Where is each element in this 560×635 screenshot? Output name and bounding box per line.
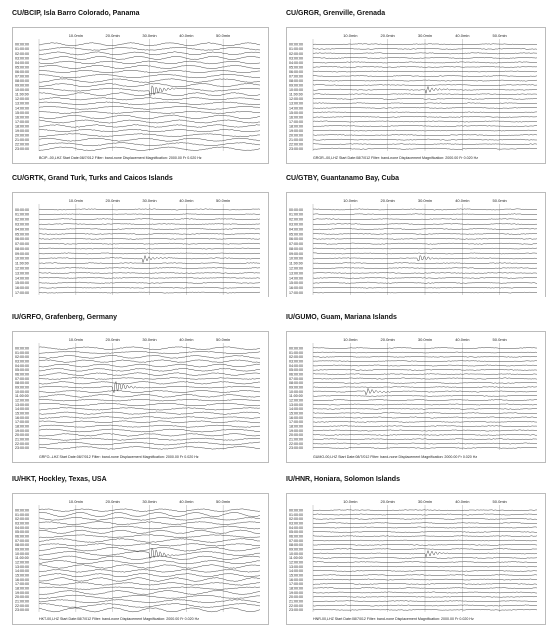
minute-tick-label: 40.0min [179, 198, 194, 203]
hour-label: 01:00:00 [15, 212, 29, 217]
hour-label: 22:00:00 [15, 441, 29, 446]
hour-label: 20:00:00 [289, 595, 303, 600]
hour-label: 08:00:00 [15, 381, 29, 386]
minute-tick-label: 50.0min [216, 198, 231, 203]
hour-label: 05:00:00 [289, 232, 303, 237]
seismogram-plot [13, 494, 268, 624]
seismogram-frame [12, 493, 269, 625]
panel-title: CU/GRTK, Grand Turk, Turks and Caicos Islands [12, 175, 173, 182]
hour-label: 02:00:00 [289, 517, 303, 522]
hour-label: 01:00:00 [289, 350, 303, 355]
minute-tick-label: 30.0min [142, 198, 157, 203]
hour-label: 22:00:00 [15, 142, 29, 147]
minute-tick-label: 40.0min [179, 499, 194, 504]
minute-tick-label: 20.0min [380, 499, 395, 504]
hour-label: 02:00:00 [289, 217, 303, 222]
hour-label: 04:00:00 [15, 227, 29, 232]
hour-label: 02:00:00 [15, 355, 29, 360]
panel-title: IU/HKT, Hockley, Texas, USA [12, 476, 107, 483]
hour-label: 01:00:00 [289, 47, 303, 52]
hour-label: 12:00:00 [15, 266, 29, 271]
seismogram-frame [286, 493, 546, 625]
hour-label: 08:00:00 [289, 381, 303, 386]
hour-label: 10:00:00 [289, 389, 303, 394]
hour-label: 15:00:00 [289, 573, 303, 578]
hour-label: 16:00:00 [289, 415, 303, 420]
hour-label: 16:00:00 [289, 577, 303, 582]
minute-tick-label: 20.0min [380, 337, 395, 342]
hour-label: 18:00:00 [289, 124, 303, 129]
hour-label: 00:00:00 [15, 42, 29, 47]
hour-label: 00:00:00 [15, 508, 29, 513]
hour-label: 00:00:00 [289, 346, 303, 351]
hour-label: 09:00:00 [15, 385, 29, 390]
hour-label: 03:00:00 [15, 222, 29, 227]
hour-label: 10:00:00 [289, 256, 303, 261]
hour-label: 04:00:00 [15, 525, 29, 530]
hour-label: 22:00:00 [289, 603, 303, 608]
hour-label: 06:00:00 [289, 69, 303, 74]
hour-label: 07:00:00 [289, 242, 303, 247]
hour-label: 11:00:00 [15, 394, 29, 399]
hour-label: 09:00:00 [15, 547, 29, 552]
minute-tick-label: 30.0min [417, 499, 433, 504]
hour-label: 21:00:00 [289, 437, 303, 442]
hour-label: 14:00:00 [15, 276, 29, 281]
hour-label: 02:00:00 [15, 517, 29, 522]
minute-tick-label: 20.0min [105, 499, 120, 504]
hour-label: 13:00:00 [15, 101, 29, 106]
plot-footer: GUMO-00,LHZ Start Date:08/7/012 Filter: band-none Displacement Magnification: 2000.00 Fr 0.020 Hz [313, 455, 478, 459]
hour-label: 13:00:00 [15, 564, 29, 569]
hour-label: 07:00:00 [15, 242, 29, 247]
hour-label: 09:00:00 [289, 547, 303, 552]
hour-label: 12:00:00 [289, 97, 303, 102]
hour-label: 23:00:00 [289, 147, 303, 152]
minute-tick-label: 20.0min [105, 198, 120, 203]
hour-label: 04:00:00 [15, 363, 29, 368]
hour-label: 16:00:00 [15, 286, 29, 291]
hour-label: 18:00:00 [289, 586, 303, 591]
hour-label: 14:00:00 [15, 407, 29, 412]
minute-tick-label: 40.0min [179, 33, 194, 38]
plot-footer: GRGR--00,LHZ Start Date:08/7/012 Filter: band-none Displacement Magnification: 2000.00 Fr 0.020 Hz [313, 156, 478, 160]
hour-label: 20:00:00 [15, 133, 29, 138]
hour-label: 10:00:00 [15, 256, 29, 261]
hour-label: 13:00:00 [289, 402, 303, 407]
hour-label: 20:00:00 [289, 433, 303, 438]
hour-label: 19:00:00 [15, 128, 29, 133]
hour-label: 11:00:00 [289, 556, 303, 561]
hour-label: 05:00:00 [289, 530, 303, 535]
hour-label: 22:00:00 [289, 441, 303, 446]
panel-title: CU/BCIP, Isla Barro Colorado, Panama [12, 10, 140, 17]
minute-tick-label: 10.0min [68, 337, 83, 342]
seismogram-frame [12, 192, 269, 297]
hour-label: 05:00:00 [15, 368, 29, 373]
seismogram-frame [286, 192, 546, 297]
hour-label: 22:00:00 [15, 603, 29, 608]
hour-label: 02:00:00 [15, 51, 29, 56]
hour-label: 15:00:00 [15, 110, 29, 115]
minute-tick-label: 20.0min [105, 33, 120, 38]
hour-label: 04:00:00 [289, 60, 303, 65]
hour-label: 18:00:00 [15, 124, 29, 129]
minute-tick-label: 20.0min [380, 198, 395, 203]
hour-label: 09:00:00 [15, 83, 29, 88]
hour-label: 16:00:00 [15, 577, 29, 582]
hour-label: 10:00:00 [15, 551, 29, 556]
hour-label: 07:00:00 [289, 74, 303, 79]
seismogram-plot [13, 28, 268, 163]
hour-label: 04:00:00 [15, 60, 29, 65]
hour-label: 09:00:00 [15, 251, 29, 256]
hour-label: 09:00:00 [289, 385, 303, 390]
hour-label: 19:00:00 [289, 128, 303, 133]
minute-tick-label: 10.0min [68, 33, 83, 38]
hour-label: 11:00:00 [15, 261, 29, 266]
hour-label: 15:00:00 [289, 411, 303, 416]
hour-label: 05:00:00 [289, 368, 303, 373]
minute-tick-label: 50.0min [216, 33, 231, 38]
minute-tick-label: 50.0min [492, 198, 507, 203]
panel-title: CU/GRGR, Grenville, Grenada [286, 10, 386, 17]
hour-label: 01:00:00 [15, 350, 29, 355]
hour-label: 18:00:00 [289, 424, 303, 429]
minute-tick-label: 10.0min [343, 33, 358, 38]
hour-label: 03:00:00 [15, 521, 29, 526]
minute-tick-label: 10.0min [68, 499, 83, 504]
hour-label: 13:00:00 [15, 402, 29, 407]
minute-tick-label: 10.0min [343, 198, 358, 203]
hour-label: 15:00:00 [15, 573, 29, 578]
plot-footer: GRFO--LHZ Start Date:08/7/012 Filter: band-none Displacement Magnification: 2000.00 Fr 0.020 Hz [39, 455, 199, 459]
hour-label: 12:00:00 [289, 398, 303, 403]
panel-title: IU/GUMO, Guam, Mariana Islands [286, 314, 397, 321]
seismogram-plot [287, 494, 545, 624]
hour-label: 16:00:00 [289, 286, 303, 291]
hour-label: 00:00:00 [15, 346, 29, 351]
minute-tick-label: 10.0min [343, 499, 358, 504]
hour-label: 07:00:00 [289, 376, 303, 381]
hour-label: 21:00:00 [289, 599, 303, 604]
hour-label: 06:00:00 [289, 534, 303, 539]
hour-label: 20:00:00 [15, 595, 29, 600]
hour-label: 14:00:00 [289, 106, 303, 111]
hour-label: 10:00:00 [289, 551, 303, 556]
hour-label: 04:00:00 [289, 227, 303, 232]
hour-label: 15:00:00 [15, 411, 29, 416]
hour-label: 11:00:00 [289, 92, 303, 97]
hour-label: 06:00:00 [289, 237, 303, 242]
hour-label: 13:00:00 [289, 101, 303, 106]
hour-label: 16:00:00 [15, 115, 29, 120]
hour-label: 15:00:00 [15, 281, 29, 286]
hour-label: 14:00:00 [289, 569, 303, 574]
hour-label: 03:00:00 [15, 56, 29, 61]
hour-label: 11:00:00 [15, 92, 29, 97]
hour-label: 13:00:00 [289, 271, 303, 276]
plot-footer: BCIP--00,LHZ Start Date:08/7/012 Filter: band-none Displacement Magnification: 2000.00 Fr 0.020 Hz [39, 156, 202, 160]
hour-label: 11:00:00 [289, 394, 303, 399]
hour-label: 17:00:00 [15, 582, 29, 587]
hour-label: 03:00:00 [289, 359, 303, 364]
minute-tick-label: 50.0min [216, 337, 231, 342]
hour-label: 19:00:00 [15, 428, 29, 433]
seismogram-frame [12, 27, 269, 164]
hour-label: 08:00:00 [15, 79, 29, 84]
minute-tick-label: 20.0min [380, 33, 395, 38]
hour-label: 17:00:00 [15, 290, 29, 295]
hour-label: 17:00:00 [289, 582, 303, 587]
hour-label: 08:00:00 [15, 543, 29, 548]
hour-label: 02:00:00 [289, 51, 303, 56]
hour-label: 16:00:00 [15, 415, 29, 420]
hour-label: 21:00:00 [15, 599, 29, 604]
hour-label: 10:00:00 [15, 389, 29, 394]
panel-title: IU/HNR, Honiara, Solomon Islands [286, 476, 400, 483]
minute-tick-label: 30.0min [142, 337, 157, 342]
plot-footer: HNR-00,LHZ Start Date:08/7/012 Filter: band-none Displacement Magnification: 2000.00 Fr 0.020 Hz [313, 617, 474, 621]
minute-tick-label: 40.0min [455, 198, 470, 203]
minute-tick-label: 40.0min [179, 337, 194, 342]
hour-label: 00:00:00 [289, 42, 303, 47]
hour-label: 20:00:00 [289, 133, 303, 138]
hour-label: 01:00:00 [289, 212, 303, 217]
minute-tick-label: 10.0min [343, 337, 358, 342]
hour-label: 03:00:00 [289, 521, 303, 526]
hour-label: 17:00:00 [15, 420, 29, 425]
hour-label: 23:00:00 [289, 608, 303, 613]
hour-label: 08:00:00 [15, 246, 29, 251]
hour-label: 18:00:00 [15, 586, 29, 591]
minute-tick-label: 40.0min [455, 33, 470, 38]
hour-label: 10:00:00 [289, 88, 303, 93]
hour-label: 06:00:00 [15, 69, 29, 74]
hour-label: 01:00:00 [15, 47, 29, 52]
hour-label: 01:00:00 [15, 512, 29, 517]
hour-label: 17:00:00 [289, 119, 303, 124]
hour-label: 05:00:00 [289, 65, 303, 70]
seismogram-frame [286, 331, 546, 463]
hour-label: 17:00:00 [289, 290, 303, 295]
seismogram-plot [13, 332, 268, 462]
hour-label: 00:00:00 [289, 207, 303, 212]
minute-tick-label: 50.0min [216, 499, 231, 504]
minute-tick-label: 50.0min [492, 499, 507, 504]
hour-label: 20:00:00 [15, 433, 29, 438]
hour-label: 15:00:00 [289, 281, 303, 286]
seismogram-plot [287, 28, 545, 163]
hour-label: 07:00:00 [15, 376, 29, 381]
hour-label: 10:00:00 [15, 88, 29, 93]
minute-tick-label: 30.0min [142, 499, 157, 504]
hour-label: 05:00:00 [15, 530, 29, 535]
hour-label: 21:00:00 [15, 437, 29, 442]
hour-label: 01:00:00 [289, 512, 303, 517]
hour-label: 03:00:00 [289, 222, 303, 227]
hour-label: 05:00:00 [15, 232, 29, 237]
minute-tick-label: 50.0min [492, 337, 507, 342]
hour-label: 00:00:00 [15, 207, 29, 212]
seismogram-frame [286, 27, 546, 164]
hour-label: 09:00:00 [289, 83, 303, 88]
hour-label: 06:00:00 [15, 237, 29, 242]
hour-label: 14:00:00 [15, 106, 29, 111]
minute-tick-label: 20.0min [105, 337, 120, 342]
hour-label: 19:00:00 [289, 590, 303, 595]
hour-label: 18:00:00 [15, 424, 29, 429]
hour-label: 16:00:00 [289, 115, 303, 120]
hour-label: 07:00:00 [289, 538, 303, 543]
minute-tick-label: 30.0min [417, 337, 433, 342]
hour-label: 00:00:00 [289, 508, 303, 513]
hour-label: 17:00:00 [289, 420, 303, 425]
hour-label: 08:00:00 [289, 79, 303, 84]
hour-label: 07:00:00 [15, 74, 29, 79]
hour-label: 12:00:00 [15, 97, 29, 102]
hour-label: 13:00:00 [289, 564, 303, 569]
hour-label: 05:00:00 [15, 65, 29, 70]
seismogram-plot [13, 193, 268, 297]
panel-title: CU/GTBY, Guantanamo Bay, Cuba [286, 175, 400, 182]
seismogram-plot [287, 332, 545, 462]
hour-label: 04:00:00 [289, 363, 303, 368]
hour-label: 14:00:00 [15, 569, 29, 574]
minute-tick-label: 50.0min [492, 33, 507, 38]
hour-label: 23:00:00 [289, 446, 303, 451]
hour-label: 14:00:00 [289, 276, 303, 281]
minute-tick-label: 10.0min [68, 198, 83, 203]
hour-label: 04:00:00 [289, 525, 303, 530]
hour-label: 23:00:00 [15, 446, 29, 451]
hour-label: 11:00:00 [289, 261, 303, 266]
plot-footer: HKT-00,LHZ Start Date:08/7/012 Filter: band-none Displacement Magnification: 2000.00 Fr 0.020 Hz [39, 617, 200, 621]
hour-label: 08:00:00 [289, 246, 303, 251]
hour-label: 03:00:00 [289, 56, 303, 61]
hour-label: 19:00:00 [15, 590, 29, 595]
seismogram-plot [287, 193, 545, 297]
hour-label: 07:00:00 [15, 538, 29, 543]
seismogram-frame [12, 331, 269, 463]
hour-label: 06:00:00 [15, 534, 29, 539]
hour-label: 08:00:00 [289, 543, 303, 548]
hour-label: 12:00:00 [15, 398, 29, 403]
hour-label: 19:00:00 [289, 428, 303, 433]
hour-label: 09:00:00 [289, 251, 303, 256]
hour-label: 12:00:00 [289, 560, 303, 565]
hour-label: 15:00:00 [289, 110, 303, 115]
hour-label: 06:00:00 [15, 372, 29, 377]
hour-label: 03:00:00 [15, 359, 29, 364]
minute-tick-label: 30.0min [417, 198, 433, 203]
hour-label: 21:00:00 [15, 138, 29, 143]
hour-label: 06:00:00 [289, 372, 303, 377]
hour-label: 14:00:00 [289, 407, 303, 412]
minute-tick-label: 40.0min [455, 499, 470, 504]
hour-label: 23:00:00 [15, 608, 29, 613]
hour-label: 12:00:00 [289, 266, 303, 271]
hour-label: 17:00:00 [15, 119, 29, 124]
hour-label: 13:00:00 [15, 271, 29, 276]
hour-label: 23:00:00 [15, 147, 29, 152]
minute-tick-label: 30.0min [142, 33, 157, 38]
minute-tick-label: 40.0min [455, 337, 470, 342]
hour-label: 22:00:00 [289, 142, 303, 147]
hour-label: 12:00:00 [15, 560, 29, 565]
hour-label: 02:00:00 [289, 355, 303, 360]
panel-title: IU/GRFO, Grafenberg, Germany [12, 314, 118, 321]
hour-label: 21:00:00 [289, 138, 303, 143]
minute-tick-label: 30.0min [417, 33, 433, 38]
hour-label: 02:00:00 [15, 217, 29, 222]
hour-label: 11:00:00 [15, 556, 29, 561]
